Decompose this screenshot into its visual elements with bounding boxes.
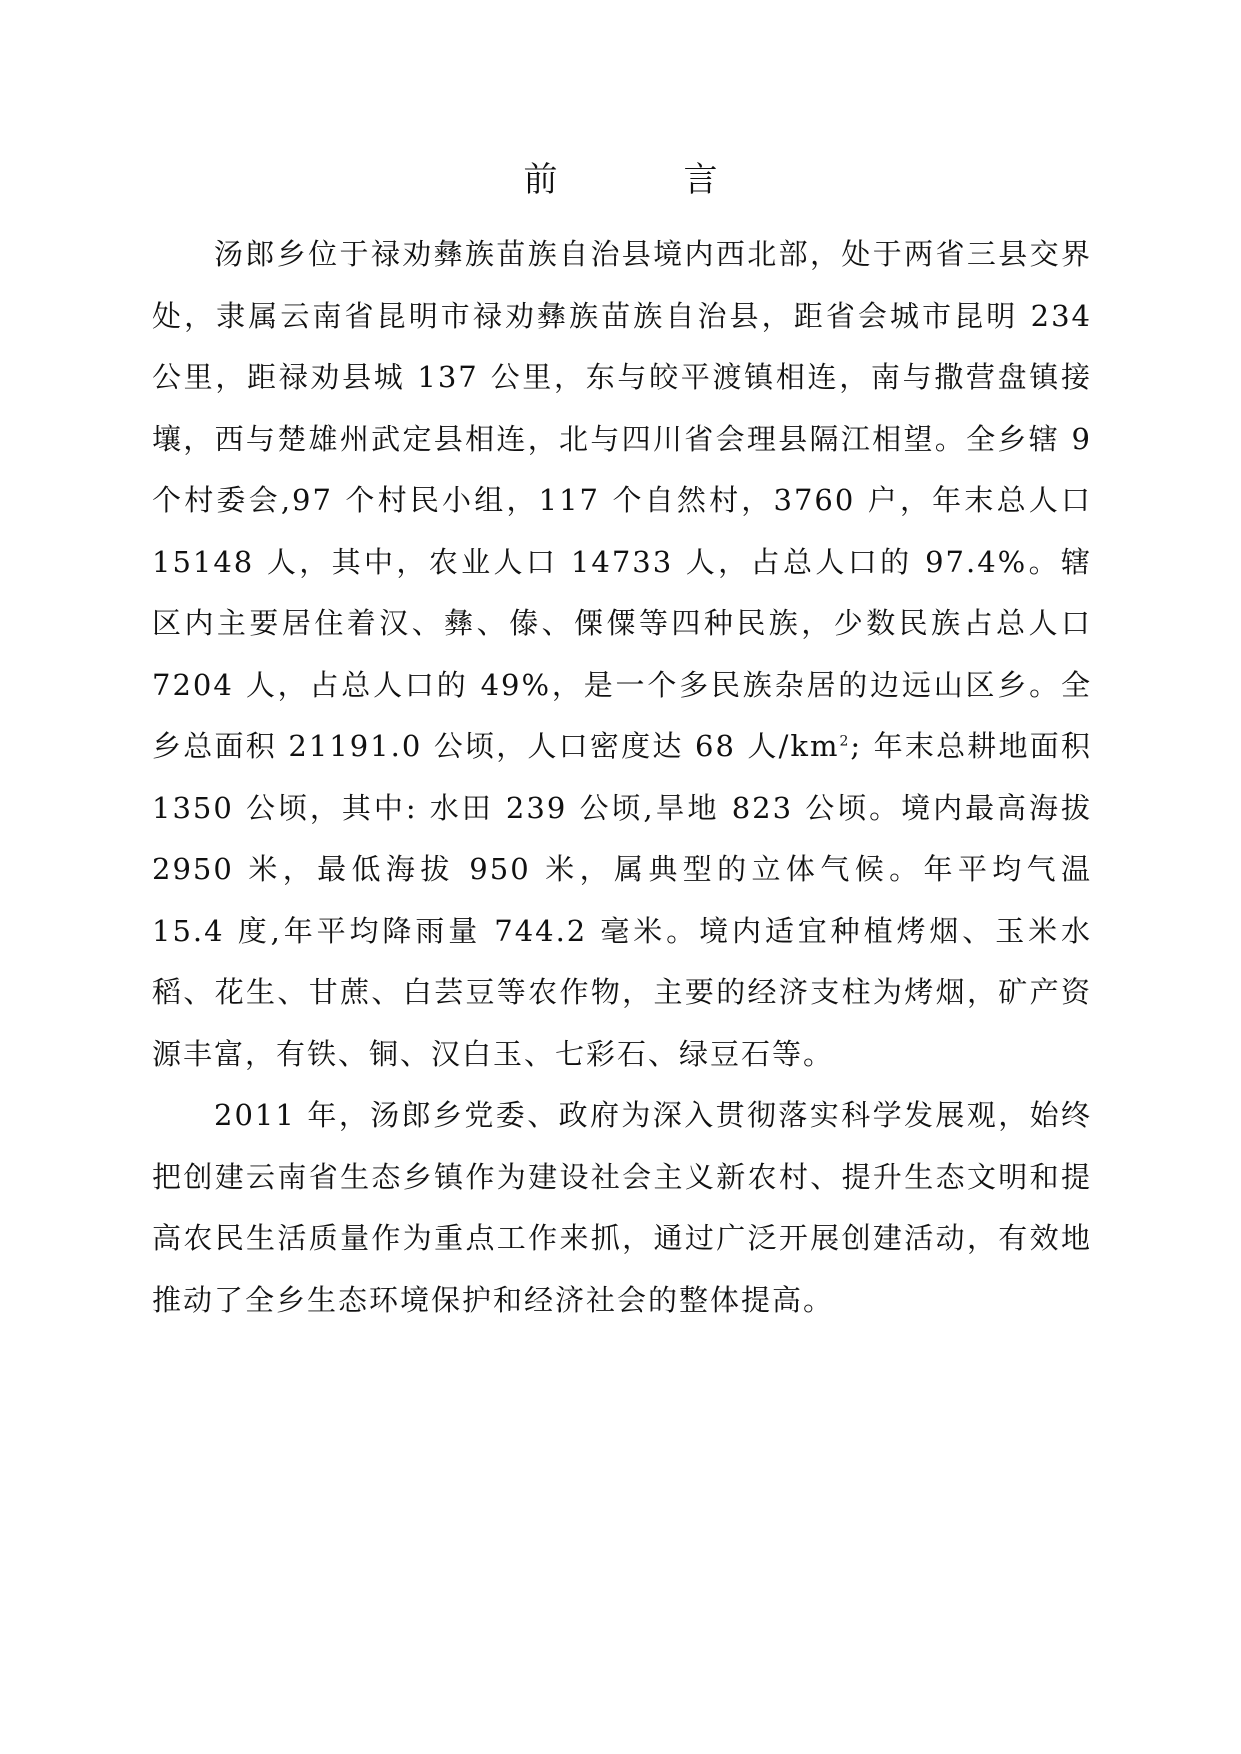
paragraph-overview-text: 汤郎乡位于禄劝彝族苗族自治县境内西北部，处于两省三县交界处，隶属云南省昆明市禄劝彝族苗族自治县，距省会城市昆明 234 公里，距禄劝县城 137 公里，东与皎平渡镇相连，南与撒营盘镇接壤，西与楚雄州武定县相连，北与四川省会理县隔江相望。全乡辖 9 个村委会,97 个村民小组，117 个自然村，3760 户，年末总人口 15148 人，其中，农业人口 14733 人，占总人口的 97.4%。辖区内主要居住着汉、彝、傣、傈僳等四种民族，少数民族占总人口 7204 人，占总人口的 49%，是一个多民族杂居的边远山区乡。全乡总面积 21191.0 公顷，人口密度达 68 人/km bbox=[152, 237, 1092, 763]
superscript-square: 2 bbox=[839, 733, 851, 750]
page-title: 前 言 bbox=[523, 160, 764, 200]
paragraph-overview-text-continued: ; 年末总耕地面积 1350 公顷，其中: 水田 239 公顷,旱地 823 公顷。境内最高海拔 2950 米，最低海拔 950 米，属典型的立体气候。年平均气温 15.4 度,年平均降雨量 744.2 毫米。境内适宜种植烤烟、玉米水稻、花生、甘蔗、白芸豆等农作物，主要的经济支柱为烤烟，矿产资源丰富，有铁、铜、汉白玉、七彩石、绿豆石等。 bbox=[152, 729, 1092, 1071]
paragraph-2011: 2011 年，汤郎乡党委、政府为深入贯彻落实科学发展观，始终把创建云南省生态乡镇作为建设社会主义新农村、提升生态文明和提高农民生活质量作为重点工作来抓，通过广泛开展创建活动，有效地推动了全乡生态环境保护和经济社会的整体提高。 bbox=[152, 1098, 1092, 1317]
paragraph-overview bbox=[152, 224, 1092, 1085]
document-body bbox=[152, 224, 1092, 1331]
